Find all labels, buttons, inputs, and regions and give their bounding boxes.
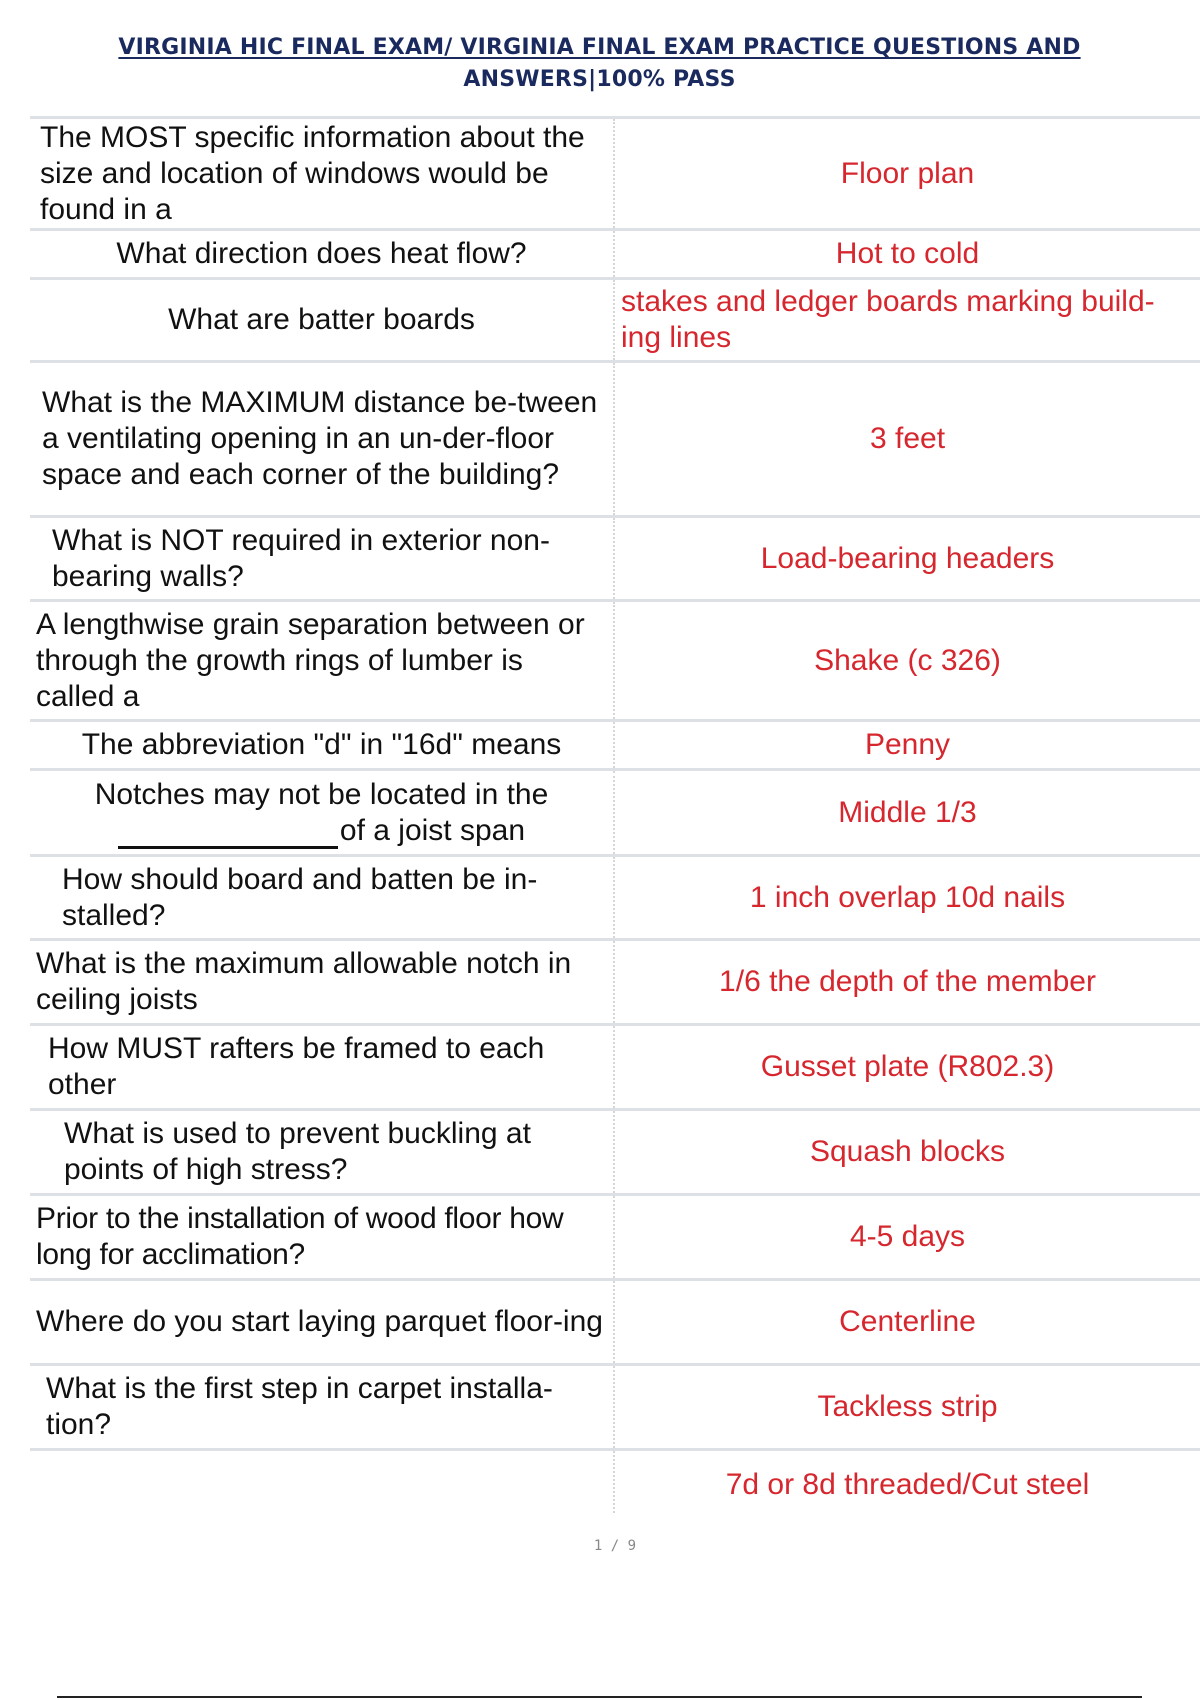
answer-cell: Shake (c 326) bbox=[814, 643, 1001, 677]
question-cell bbox=[30, 1451, 615, 1513]
table-row bbox=[30, 722, 1200, 771]
question-cell: A lengthwise grain separation between or through the growth rings of lumber is called a bbox=[30, 602, 615, 719]
table-row bbox=[30, 941, 1200, 1026]
title-line-1: VIRGINIA HIC FINAL EXAM/ VIRGINIA FINAL EXAM PRACTICE QUESTIONS AND bbox=[118, 35, 1081, 60]
document-title bbox=[57, 32, 1142, 96]
answer-cell: Middle 1/3 bbox=[838, 795, 977, 829]
answer-cell: Floor plan bbox=[840, 156, 975, 190]
question-cell: What is NOT required in exterior non-bearing walls? bbox=[30, 518, 615, 599]
answer-cell: Centerline bbox=[839, 1305, 976, 1338]
question-cell: The abbreviation "d" in "16d" means bbox=[30, 722, 615, 768]
question-cell: What is used to prevent buckling at points of high stress? bbox=[30, 1111, 615, 1193]
question-cell: Prior to the installation of wood floor how long for acclimation? bbox=[30, 1196, 615, 1278]
question-cell: What is the maximum allowable notch in ceiling joists bbox=[30, 941, 615, 1023]
table-row bbox=[30, 602, 1200, 722]
footer-divider bbox=[57, 1696, 1142, 1698]
table-row bbox=[30, 363, 1200, 518]
answer-cell: 1/6 the depth of the member bbox=[719, 965, 1096, 998]
fill-in-blank bbox=[118, 818, 338, 849]
answer-cell: 7d or 8d threaded/Cut steel bbox=[725, 1468, 1090, 1501]
table-row bbox=[30, 1196, 1200, 1281]
table-row bbox=[30, 857, 1200, 941]
question-cell: Where do you start laying parquet floor-ing bbox=[30, 1281, 615, 1363]
table-row bbox=[30, 1366, 1200, 1451]
title-line-2: ANSWERS|100% PASS bbox=[463, 67, 736, 92]
answer-cell: 1 inch overlap 10d nails bbox=[749, 880, 1066, 914]
table-row bbox=[30, 231, 1200, 280]
answer-cell: Tackless strip bbox=[817, 1390, 998, 1423]
answer-cell: Load-bearing headers bbox=[760, 541, 1055, 575]
page-number: 1 / 9 bbox=[593, 1538, 637, 1554]
answer-cell: Hot to cold bbox=[835, 237, 980, 270]
answer-cell: Gusset plate (R802.3) bbox=[760, 1050, 1055, 1083]
answer-cell: Squash blocks bbox=[809, 1135, 1006, 1168]
answer-cell: 3 feet bbox=[869, 422, 946, 455]
table-row bbox=[30, 280, 1200, 363]
question-text-line-2: of a joist span bbox=[339, 813, 526, 847]
table-row bbox=[30, 119, 1200, 231]
question-cell bbox=[30, 771, 615, 854]
table-row bbox=[30, 1451, 1200, 1513]
question-cell: How should board and batten be in-stalled? bbox=[30, 857, 615, 938]
answer-cell: 4-5 days bbox=[849, 1220, 966, 1253]
question-cell: The MOST specific information about the size and location of windows would be found in a bbox=[30, 119, 615, 228]
answer-cell: Penny bbox=[864, 728, 951, 761]
question-cell: What is the MAXIMUM distance be-tween a ventilating opening in an un-der-floor space and each corner of the building? bbox=[30, 363, 615, 515]
table-row bbox=[30, 1281, 1200, 1366]
table-row bbox=[30, 518, 1200, 602]
qa-table bbox=[30, 116, 1200, 1513]
table-row bbox=[30, 771, 1200, 857]
table-row bbox=[30, 1111, 1200, 1196]
answer-cell: stakes and ledger boards marking build-ing lines bbox=[621, 285, 1155, 354]
question-cell: What is the first step in carpet installa-tion? bbox=[30, 1366, 615, 1448]
question-cell: What direction does heat flow? bbox=[30, 231, 615, 277]
question-cell: What are batter boards bbox=[30, 280, 615, 360]
question-cell: How MUST rafters be framed to each other bbox=[30, 1026, 615, 1108]
table-row bbox=[30, 1026, 1200, 1111]
question-text-line-1: Notches may not be located in the bbox=[94, 777, 549, 811]
